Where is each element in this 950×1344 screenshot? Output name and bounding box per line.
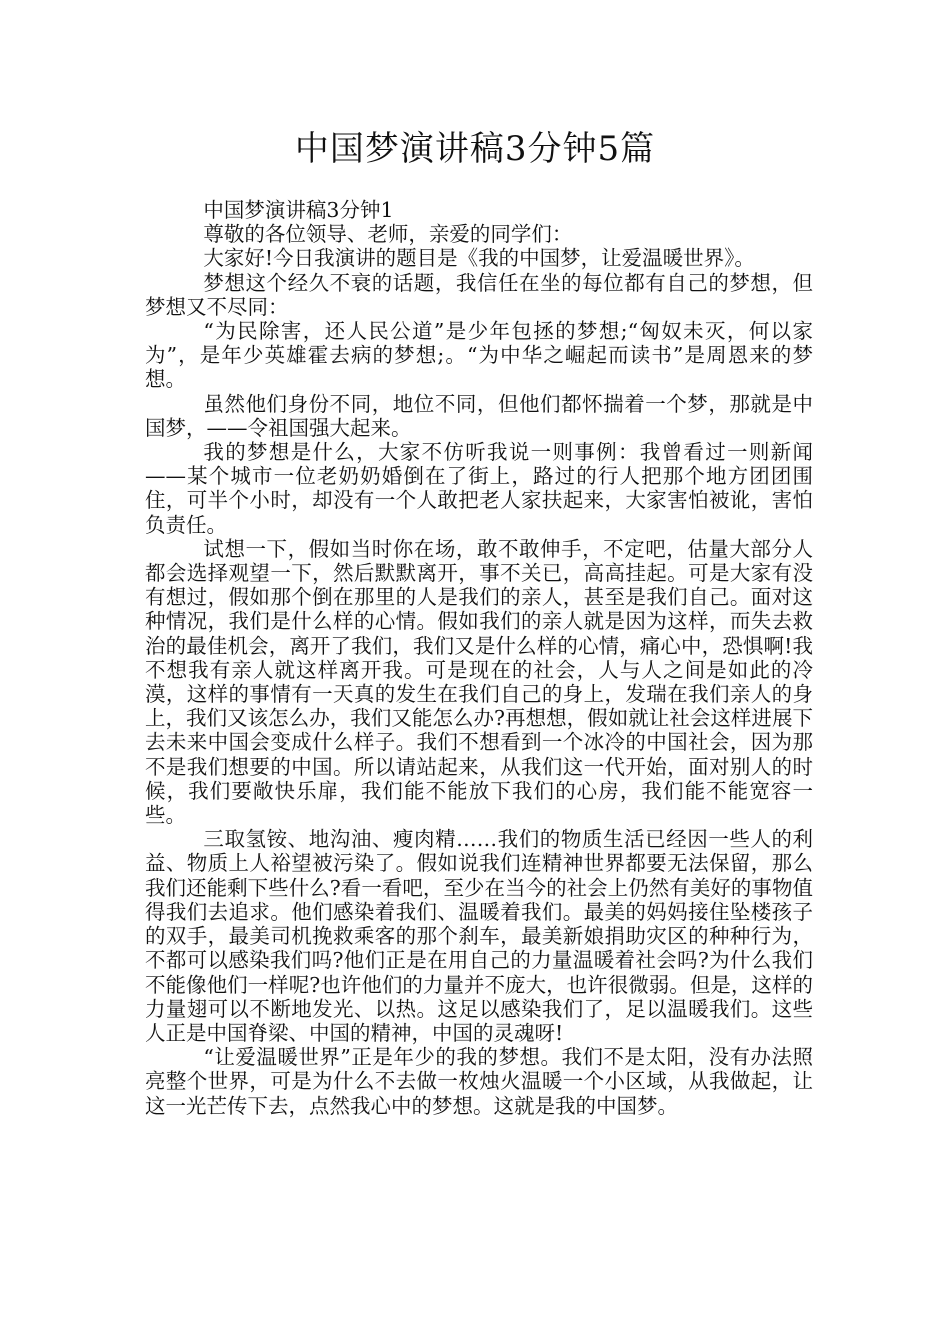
document-title: 中国梦演讲稿3分钟5篇	[294, 129, 656, 169]
paragraph: “让爱温暖世界”正是年少的我的梦想。我们不是太阳，没有办法照亮整个世界，可是为什么不去做一枚烛火温暖一个小区域，从我做起，让这一光芒传下去，点然我心中的梦想。这就是我的中国梦。	[145, 1045, 813, 1118]
paragraph: 大家好!今日我演讲的题目是《我的中国梦，让爱温暖世界》。	[203, 246, 755, 271]
section-heading: 中国梦演讲稿3分钟1	[203, 198, 394, 222]
document-body	[145, 198, 813, 1118]
paragraph: “为民除害，还人民公道”是少年包拯的梦想;“匈奴未灭，何以家为”，是年少英雄霍去病的梦想;。“为中华之崛起而读书”是周恩来的梦想。	[145, 319, 813, 392]
paragraph: 三取氢铵、地沟油、瘦肉精……我们的物质生活已经因一些人的利益、物质上人裕望被污染了。假如说我们连精神世界都要无法保留，那么我们还能剩下些什么?看一看吧，至少在当今的社会上仍然有美好的事物值得我们去追求。他们感染着我们、温暖着我们。最美的妈妈接住坠楼孩子的双手，最美司机挽救乘客的那个刹车，最美新娘捐助灾区的种种行为，不都可以感染我们吗?他们正是在用自己的力量温暖着社会吗?为什么我们不能像他们一样呢?也许他们的力量并不庞大，也许很微弱。但是，这样的力量翅可以不断地发光、以热。这足以感染我们了，足以温暖我们。这些人正是中国脊梁、中国的精神，中国的灵魂呀!	[145, 827, 813, 1045]
paragraph: 梦想这个经久不衰的话题，我信任在坐的每位都有自己的梦想，但梦想又不尽同：	[145, 270, 813, 319]
salutation: 尊敬的各位领导、老师，亲爱的同学们：	[203, 222, 573, 247]
paragraph: 我的梦想是什么，大家不仿听我说一则事例：我曾看过一则新闻——某个城市一位老奶奶婚倒在了街上，路过的行人把那个地方团团围住，可半个小时，却没有一个人敢把老人家扶起来，大家害怕被讹，害怕负责任。	[145, 440, 813, 537]
paragraph: 试想一下，假如当时你在场，敢不敢伸手，不定吧，估量大部分人都会选择观望一下，然后默默离开，事不关已，高高挂起。可是大家有没有想过，假如那个倒在那里的人是我们的亲人，甚至是我们自己。面对这种情况，我们是什么样的心情。假如我们的亲人就是因为这样，而失去救治的最佳机会，离开了我们，我们又是什么样的心情，痛心中，恐惧啊!我不想我有亲人就这样离开我。可是现在的社会，人与人之间是如此的冷漠，这样的事情有一天真的发生在我们自己的身上，发瑞在我们亲人的身上，我们又该怎么办，我们又能怎么办?再想想，假如就让社会这样进展下去未来中国会变成什么样子。我们不想看到一个冰冷的中国社会，因为那不是我们想要的中国。所以请站起来，从我们这一代开始，面对别人的时候，我们要敞快乐扉，我们能不能放下我们的心房，我们能不能宽容一些。	[145, 536, 813, 828]
paragraph: 虽然他们身份不同，地位不同，但他们都怀揣着一个梦，那就是中国梦，——令祖国强大起来。	[145, 391, 813, 440]
